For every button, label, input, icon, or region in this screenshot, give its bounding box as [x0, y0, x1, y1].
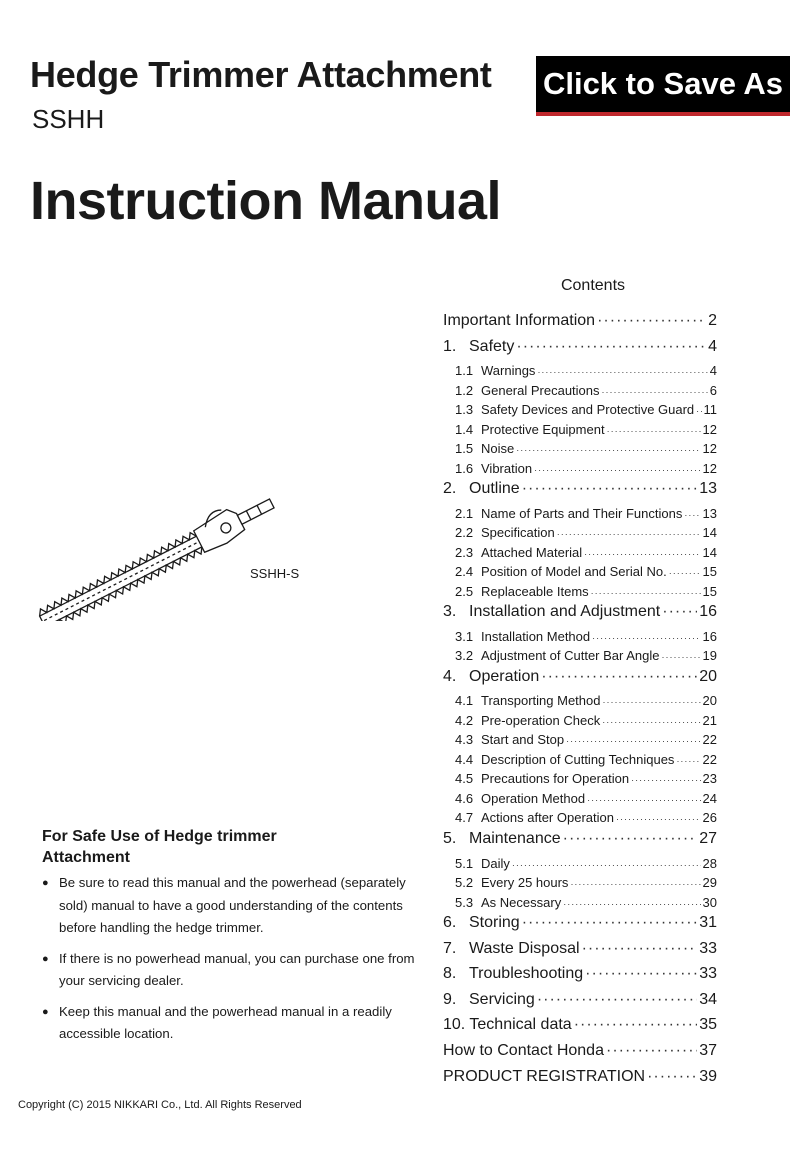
toc-leader [585, 965, 697, 983]
toc-number: 3.2 [455, 648, 474, 664]
toc-label: Safety [469, 337, 515, 355]
toc-number: 2.5 [455, 583, 474, 599]
toc-number: 1.3 [455, 402, 474, 418]
toc-leader [522, 480, 698, 498]
toc-number: 4. [443, 667, 457, 685]
toc-page-number: 4 [708, 337, 717, 355]
toc-subsection[interactable] [443, 693, 717, 713]
toc-leader [563, 899, 700, 909]
toc-number: 5. [443, 829, 457, 847]
toc-leader [574, 1016, 698, 1034]
toc-leader [676, 756, 700, 766]
toc-section[interactable] [443, 991, 717, 1017]
toc-leader [570, 879, 700, 889]
toc-subsection[interactable] [443, 441, 717, 461]
toc-label: Operation Method [481, 790, 586, 806]
toc-label: Outline [469, 480, 520, 498]
toc-label: Daily [481, 855, 510, 871]
toc-label: Adjustment of Cutter Bar Angle [481, 648, 660, 664]
toc-subsection[interactable] [443, 875, 717, 895]
toc-leader [516, 338, 706, 356]
toc-section[interactable] [443, 830, 717, 856]
table-of-contents [443, 312, 717, 1093]
toc-leader [631, 775, 700, 785]
safety-heading: For Safe Use of Hedge trimmer Attachment [42, 828, 277, 866]
toc-label: PRODUCT REGISTRATION [443, 1067, 646, 1085]
toc-number: 1.2 [455, 382, 474, 398]
toc-label: Important Information [443, 312, 596, 329]
toc-page-number: 33 [699, 965, 717, 983]
toc-label: Specification [481, 525, 555, 541]
toc-number: 4.6 [455, 790, 474, 806]
toc-number: 5.2 [455, 875, 474, 891]
toc-page-number: 34 [699, 990, 717, 1008]
toc-leader [602, 697, 700, 707]
safety-bullet [42, 948, 417, 993]
toc-subsection[interactable] [443, 648, 717, 668]
toc-page-number: 22 [702, 751, 717, 767]
toc-leader [516, 445, 700, 455]
toc-number: 2. [443, 480, 457, 498]
toc-number: 4.3 [455, 732, 474, 748]
toc-label: General Precautions [481, 382, 600, 398]
toc-page-number: 12 [702, 421, 717, 437]
toc-subsection[interactable] [443, 713, 717, 733]
toc-label: Precautions for Operation [481, 771, 630, 787]
toc-leader [661, 652, 700, 662]
toc-page-number: 15 [702, 564, 717, 580]
toc-page-number: 37 [699, 1042, 717, 1060]
toc-label: Transporting Method [481, 693, 601, 709]
toc-number: 5.1 [455, 855, 474, 871]
toc-subsection[interactable] [443, 752, 717, 772]
toc-label: Name of Parts and Their Functions [481, 505, 683, 521]
toc-leader [606, 1042, 697, 1060]
toc-label: Pre-operation Check [481, 712, 601, 728]
toc-number: 1.4 [455, 421, 474, 437]
toc-page-number: 39 [699, 1067, 717, 1085]
toc-leader [602, 717, 700, 727]
toc-leader [534, 465, 700, 475]
toc-section[interactable] [443, 914, 717, 940]
toc-leader [587, 795, 700, 805]
safety-bullet-text: Keep this manual and the powerhead manual in a readily accessible location. [59, 1003, 392, 1041]
contents-heading: Contents [560, 277, 626, 294]
toc-label: Installation Method [481, 628, 591, 644]
toc-leader [541, 668, 697, 686]
toc-leader [669, 568, 701, 578]
toc-label: Position of Model and Serial No. [481, 564, 667, 580]
toc-subsection[interactable] [443, 422, 717, 442]
toc-leader [662, 603, 697, 621]
toc-label: Actions after Operation [481, 810, 614, 826]
toc-number: 4.4 [455, 751, 474, 767]
toc-page-number: 13 [702, 505, 717, 521]
toc-leader [582, 940, 698, 958]
toc-page-number: 24 [702, 790, 717, 806]
toc-number: 9. [443, 990, 457, 1008]
toc-label: Maintenance [469, 829, 561, 847]
toc-leader [684, 510, 700, 520]
toc-page-number: 26 [702, 810, 717, 826]
toc-label: As Necessary [481, 894, 562, 910]
toc-section[interactable] [443, 940, 717, 966]
attachment-title: Hedge Trimmer Attachment [30, 54, 492, 95]
toc-page-number: 6 [709, 382, 717, 398]
toc-subsection[interactable] [443, 629, 717, 649]
toc-page-number: 28 [702, 855, 717, 871]
toc-page-number: 2 [708, 312, 717, 329]
toc-leader [647, 1068, 697, 1086]
toc-leader [602, 387, 708, 397]
manual-title: Instruction Manual [30, 171, 502, 231]
toc-page-number: 20 [699, 667, 717, 685]
toc-subsection[interactable] [443, 810, 717, 830]
toc-leader [557, 529, 701, 539]
toc-number: 2.1 [455, 505, 474, 521]
toc-page-number: 11 [703, 402, 717, 418]
toc-section[interactable] [443, 668, 717, 694]
toc-number: 7. [443, 939, 457, 957]
toc-number: 1.6 [455, 460, 474, 476]
toc-subsection[interactable] [443, 545, 717, 565]
toc-section[interactable] [443, 965, 717, 991]
toc-leader [607, 426, 701, 436]
figure-caption: SSHH-S [250, 566, 300, 581]
safety-bullet [42, 1001, 417, 1046]
toc-number: 4.2 [455, 712, 474, 728]
toc-page-number: 13 [699, 480, 717, 498]
toc-subsection[interactable] [443, 791, 717, 811]
toc-page-number: 4 [709, 363, 717, 379]
toc-number: 5.3 [455, 894, 474, 910]
toc-page-number: 27 [699, 829, 717, 847]
toc-subsection[interactable] [443, 402, 717, 422]
toc-label: Noise [481, 441, 515, 457]
toc-subsection[interactable] [443, 895, 717, 915]
toc-leader [512, 860, 701, 870]
toc-label: Operation [469, 667, 540, 685]
toc-number: 4.5 [455, 771, 474, 787]
toc-leader [597, 312, 706, 330]
bullet-dot-icon: ● [42, 877, 49, 889]
toc-subsection[interactable] [443, 461, 717, 481]
toc-page-number: 12 [702, 460, 717, 476]
toc-page-number: 21 [702, 712, 717, 728]
model-code: SSHH [32, 104, 105, 134]
toc-page-number: 14 [702, 544, 717, 560]
toc-label: Every 25 hours [481, 875, 569, 891]
toc-section[interactable] [443, 1068, 717, 1094]
toc-number: 1. [443, 337, 457, 355]
toc-label: Description of Cutting Techniques [481, 751, 675, 767]
toc-number: 3. [443, 603, 457, 621]
toc-section[interactable] [443, 312, 717, 338]
hedge-trimmer-illustration [30, 476, 295, 621]
bullet-dot-icon: ● [42, 1005, 49, 1018]
toc-number: 2.4 [455, 564, 474, 580]
toc-page-number: 30 [702, 894, 717, 910]
toc-number: 4.1 [455, 693, 474, 709]
toc-page-number: 22 [702, 732, 717, 748]
toc-page-number: 14 [702, 525, 717, 541]
safety-bullet-text: Be sure to read this manual and the powerhead (separately sold) manual to have a good understanding of the contents before handling the hedge trimmer. [59, 875, 406, 935]
toc-label: Protective Equipment [481, 421, 605, 437]
toc-section[interactable] [443, 1042, 717, 1068]
toc-leader [522, 914, 698, 932]
safety-bullet [42, 872, 417, 940]
toc-number: 2.2 [455, 525, 474, 541]
toc-label: Storing [469, 914, 520, 932]
toc-number: 2.3 [455, 544, 474, 560]
toc-page-number: 16 [699, 603, 717, 621]
toc-leader [563, 830, 698, 848]
toc-page-number: 33 [699, 939, 717, 957]
safety-bullet-list [42, 872, 417, 1054]
toc-leader [584, 549, 700, 559]
toc-subsection[interactable] [443, 856, 717, 876]
toc-leader [566, 736, 700, 746]
toc-leader [537, 367, 707, 377]
toc-number: 8. [443, 965, 457, 983]
toc-page-number: 16 [702, 628, 717, 644]
toc-label: Vibration [481, 460, 533, 476]
toc-number: 3.1 [455, 628, 474, 644]
toc-subsection[interactable] [443, 564, 717, 584]
toc-page-number: 29 [702, 875, 717, 891]
toc-page-number: 23 [702, 771, 717, 787]
toc-label: Waste Disposal [469, 939, 580, 957]
toc-label: Warnings [481, 363, 536, 379]
toc-number: 6. [443, 914, 457, 932]
toc-leader [696, 406, 701, 416]
toc-label: 10. Technical data [443, 1016, 572, 1034]
toc-label: Replaceable Items [481, 583, 589, 599]
toc-label: Troubleshooting [469, 965, 584, 983]
save-as-button[interactable]: Click to Save As [536, 56, 790, 116]
toc-label: Installation and Adjustment [469, 603, 661, 621]
toc-subsection[interactable] [443, 584, 717, 604]
toc-leader [592, 633, 700, 643]
toc-label: Attached Material [481, 544, 583, 560]
toc-page-number: 35 [699, 1016, 717, 1034]
toc-subsection[interactable] [443, 383, 717, 403]
toc-label: Servicing [469, 990, 535, 1008]
toc-leader [591, 588, 701, 598]
toc-label: Start and Stop [481, 732, 565, 748]
bullet-dot-icon: ● [42, 952, 49, 965]
toc-section[interactable] [443, 338, 717, 364]
toc-leader [537, 991, 697, 1009]
toc-section[interactable] [443, 480, 717, 506]
toc-page-number: 12 [702, 441, 717, 457]
toc-page-number: 20 [702, 693, 717, 709]
toc-page-number: 15 [702, 583, 717, 599]
toc-label: Safety Devices and Protective Guard [481, 402, 695, 418]
toc-page-number: 31 [699, 914, 717, 932]
toc-subsection[interactable] [443, 363, 717, 383]
toc-page-number: 19 [702, 648, 717, 664]
toc-subsection[interactable] [443, 525, 717, 545]
toc-number: 4.7 [455, 810, 474, 826]
safety-bullet-text: If there is no powerhead manual, you can purchase one from your servicing dealer. [59, 950, 415, 988]
toc-subsection[interactable] [443, 732, 717, 752]
toc-leader [616, 814, 701, 824]
toc-section[interactable] [443, 1016, 717, 1042]
toc-subsection[interactable] [443, 506, 717, 526]
toc-number: 1.1 [455, 363, 474, 379]
toc-label: How to Contact Honda [443, 1042, 604, 1060]
toc-number: 1.5 [455, 441, 474, 457]
copyright-notice: Copyright (C) 2015 NIKKARI Co., Ltd. All Rights Reserved [18, 1099, 302, 1111]
toc-subsection[interactable] [443, 771, 717, 791]
toc-section[interactable] [443, 603, 717, 629]
